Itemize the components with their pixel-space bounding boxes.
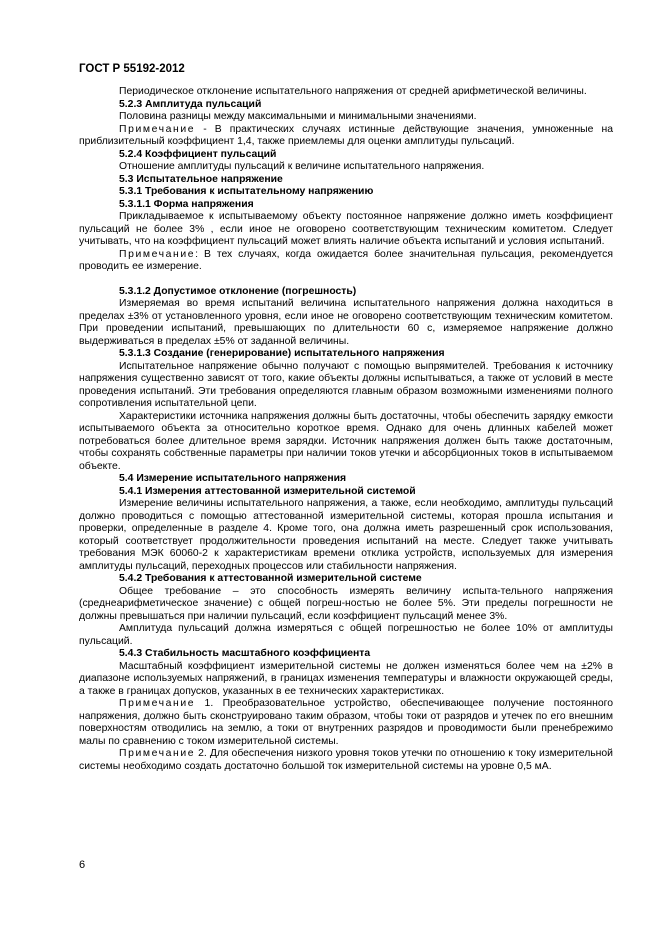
body-paragraph: Характеристики источника напряжения должны быть достаточны, чтобы обеспечить зарядку емкости испытываемого объекта за относительно короткое время. Однако для очень длинных кабелей может потребоваться более длительное время зарядки. Источник напряжения должен быть также достаточным, чтобы сохранять собственные параметры при наличии токов утечки и абсорбционных токов в испытываемом объекте. xyxy=(79,410,613,472)
body-paragraph: Испытательное напряжение обычно получают с помощью выпрямителей. Требования к источнику напряжения существенно зависят от того, какие объекты должны испытываться, а также от условий в месте проведения испытаний. Эти требования определяются главным образом возможными изменениями полного сопротивления испытательной цепи. xyxy=(79,360,613,409)
note-paragraph xyxy=(79,249,613,274)
note-paragraph xyxy=(79,698,613,748)
note-text: : В тех случаях, когда ожидается более значительная пульсация, рекомендуется проводить ее измерение. xyxy=(79,248,613,272)
section-heading: 5.2.3 Амплитуда пульсаций xyxy=(119,98,262,110)
document-body xyxy=(79,86,613,773)
body-paragraph: Прикладываемое к испытываемому объекту постоянное напряжение должно иметь коэффициент пульсаций не более 3% , если иное не оговорено соответствующим техническим комитетом. Следует учитывать, что на коэффициент пульсаций может влиять наличие объекта испытаний и условия испытаний. xyxy=(79,211,613,247)
note-label: Примечание xyxy=(119,248,196,260)
page-number: 6 xyxy=(79,859,86,871)
note-paragraph xyxy=(79,748,613,773)
note-text: 2. Для обеспечения низкого уровня токов утечки по отношению к току измерительной системы необходимо создать достаточно большой ток измерительной системы на уровне 0,5 мА. xyxy=(79,748,613,772)
note-label: Примечание xyxy=(119,123,196,135)
body-paragraph: Измеряемая во время испытаний величина испытательного напряжения должна находиться в пределах ±3% от установленного уровня, если иное не оговорено соответствующим техническим комитетом. При проведении испытаний, превышающих по длительности 60 с, измеряемое напряжение должно выдерживаться в пределах ±5% от заданной величины. xyxy=(79,298,613,347)
section-heading: 5.3.1.1 Форма напряжения xyxy=(119,198,254,210)
body-paragraph: Амплитуда пульсаций должна измеряться с общей погрешностью не более 10% от амплитуды пульсаций. xyxy=(79,623,613,647)
body-paragraph: Измерение величины испытательного напряжения, а также, если необходимо, амплитуды пульсаций должно проводиться с помощью аттестованной измерительной системы, которая прошла испытания и проверки, определенные в разделе 4. Кроме того, она должна иметь разрешенный срок использования, который соответствует продолжительности проведения испытаний на месте. Следует также учитывать требования МЭК 60060-2 к характеристикам времени отклика устройств, используемых для измерения амплитуды пульсаций, переходных процессов или стабильности напряжения. xyxy=(79,498,613,572)
body-paragraph: Половина разницы между максимальными и минимальными значениями. xyxy=(119,111,477,122)
section-heading: 5.4.3 Стабильность масштабного коэффициента xyxy=(119,648,371,659)
body-paragraph: Общее требование – это способность измерять величину испыта-тельного напряжения (среднеарифметическое значение) с общей погреш-ностью не более 5%. Эти пределы погрешности не должны превышаться при наличии пульсаций, если коэффициент пульсаций менее 3%. xyxy=(79,585,613,622)
note-label: Примечание xyxy=(119,748,196,759)
note-label: Примечание xyxy=(119,698,196,709)
section-heading: 5.3.1.2 Допустимое отклонение (погрешность) xyxy=(119,285,357,297)
section-heading: 5.3.1 Требования к испытательному напряжению xyxy=(119,186,374,197)
body-paragraph: Отношение амплитуды пульсаций к величине испытательного напряжения. xyxy=(119,161,485,172)
note-text: - В практических случаях истинные действующие значения, умноженные на приблизительный коэффициент 1,4, также приемлемы для оценки амплитуды пульсаций. xyxy=(79,123,613,147)
section-heading: 5.4.2 Требования к аттестованной измерительной системе xyxy=(119,573,422,584)
section-heading: 5.4 Измерение испытательного напряжения xyxy=(119,473,347,484)
note-text: 1. Преобразовательное устройство, обеспечивающее получение постоянного напряжения, должно быть сконструировано таким образом, чтобы токи от разрядов и утечек по его внешним поверхностям отводились на землю, а токи от внутренних разрядов и проводимости были пренебрежимо малы по сравнению с током измерительной системы. xyxy=(79,698,613,747)
body-paragraph: Масштабный коэффициент измерительной системы не должен изменяться более чем на ±2% в диапазоне используемых напряжений, в границах изменения температуры и влажности окружающей среды, а также в границах допусков, указанных в ее технических характеристиках. xyxy=(79,660,613,697)
section-heading: 5.4.1 Измерения аттестованной измерительной системой xyxy=(119,485,416,497)
section-heading: 5.3 Испытательное напряжение xyxy=(119,173,283,185)
note-paragraph xyxy=(79,124,613,149)
section-heading: 5.2.4 Коэффициент пульсаций xyxy=(119,148,277,160)
section-heading: 5.3.1.3 Создание (генерирование) испытательного напряжения xyxy=(119,348,445,359)
document-header: ГОСТ Р 55192-2012 xyxy=(79,63,185,75)
body-paragraph: Периодическое отклонение испытательного напряжения от средней арифметической величины. xyxy=(119,86,587,97)
